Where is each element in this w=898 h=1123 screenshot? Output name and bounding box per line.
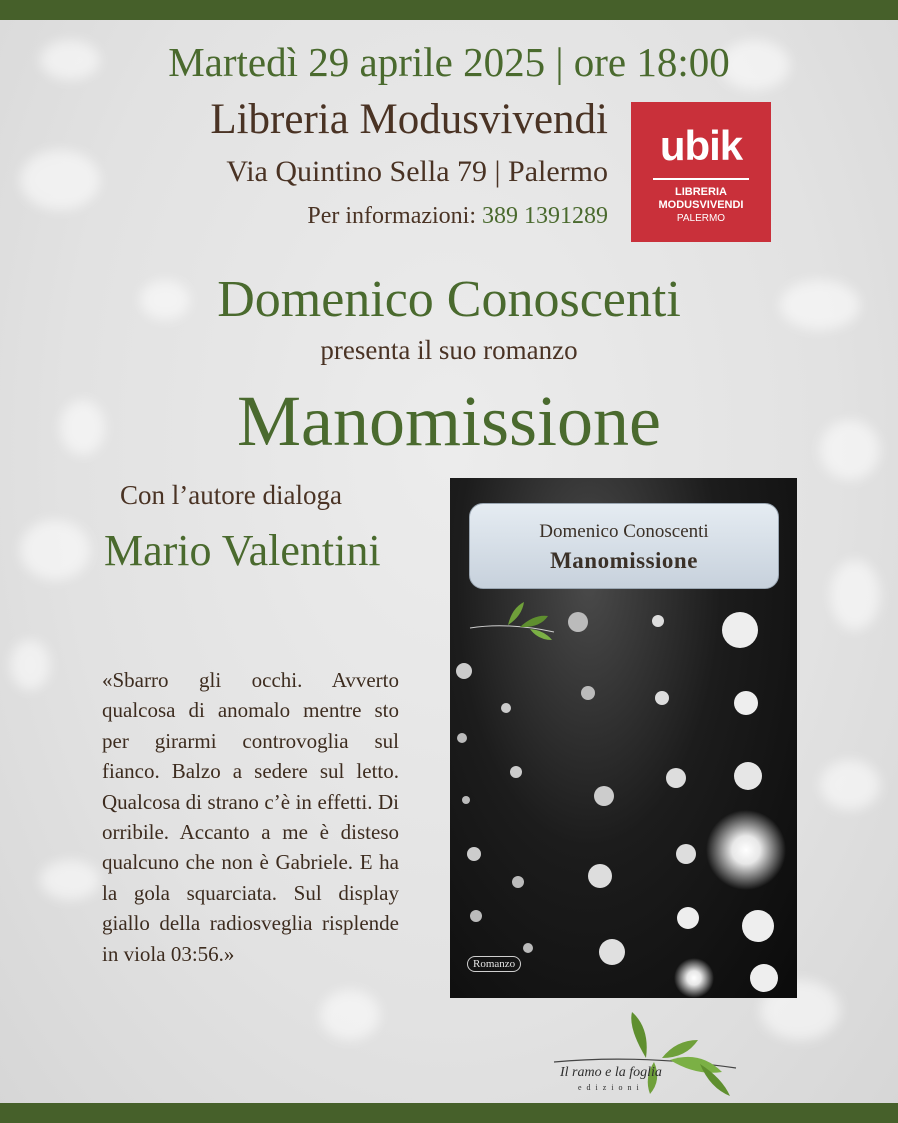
info-label: Per informazioni: <box>307 203 476 229</box>
cover-title-label <box>469 503 779 589</box>
bottom-border-bar <box>0 1103 898 1123</box>
cover-genre-badge: Romanzo <box>467 956 521 972</box>
book-title: Manomissione <box>237 381 661 461</box>
dialogue-label: Con l’autore dialoga <box>120 480 342 510</box>
venue-address: Via Quintino Sella 79 | Palermo <box>226 155 608 188</box>
logo-divider <box>653 178 749 180</box>
ubik-brand: ubik <box>659 122 743 169</box>
logo-line-libreria: LIBRERIA <box>675 186 727 198</box>
ubik-bookstore-logo <box>631 102 771 242</box>
publisher-subtitle: edizioni <box>578 1083 644 1092</box>
presentation-subtitle: presenta il suo romanzo <box>320 335 578 365</box>
info-phone: 389 1391289 <box>482 203 608 229</box>
author-name: Domenico Conoscenti <box>217 271 681 328</box>
top-border-bar <box>0 0 898 20</box>
publisher-name: Il ramo e la foglia <box>560 1065 662 1080</box>
moderator-name: Mario Valentini <box>104 526 381 575</box>
info-line <box>307 203 608 230</box>
logo-line-modusvivendi: MODUSVIVENDI <box>658 199 744 211</box>
cover-title: Manomissione <box>550 548 698 573</box>
logo-line-palermo: PALERMO <box>676 213 726 224</box>
book-excerpt: «Sbarro gli occhi. Avverto qualcosa di anomalo mentre sto per girarmi controvoglia sul fianco. Balzo a sedere sul letto. Qualcosa di strano c’è in effetti. Di orribile. Accanto a me è disteso qualcuno che non è Gabriele. E ha la gola squarciata. Sul display giallo della radiosveglia risplende in viola 03:56.» <box>102 668 399 966</box>
cover-author: Domenico Conoscenti <box>539 521 709 542</box>
venue-name: Libreria Modusvivendi <box>210 96 608 143</box>
cover-leaf-icon <box>468 600 558 640</box>
book-cover-image <box>450 478 797 998</box>
event-date-time: Martedì 29 aprile 2025 | ore 18:00 <box>168 39 730 85</box>
